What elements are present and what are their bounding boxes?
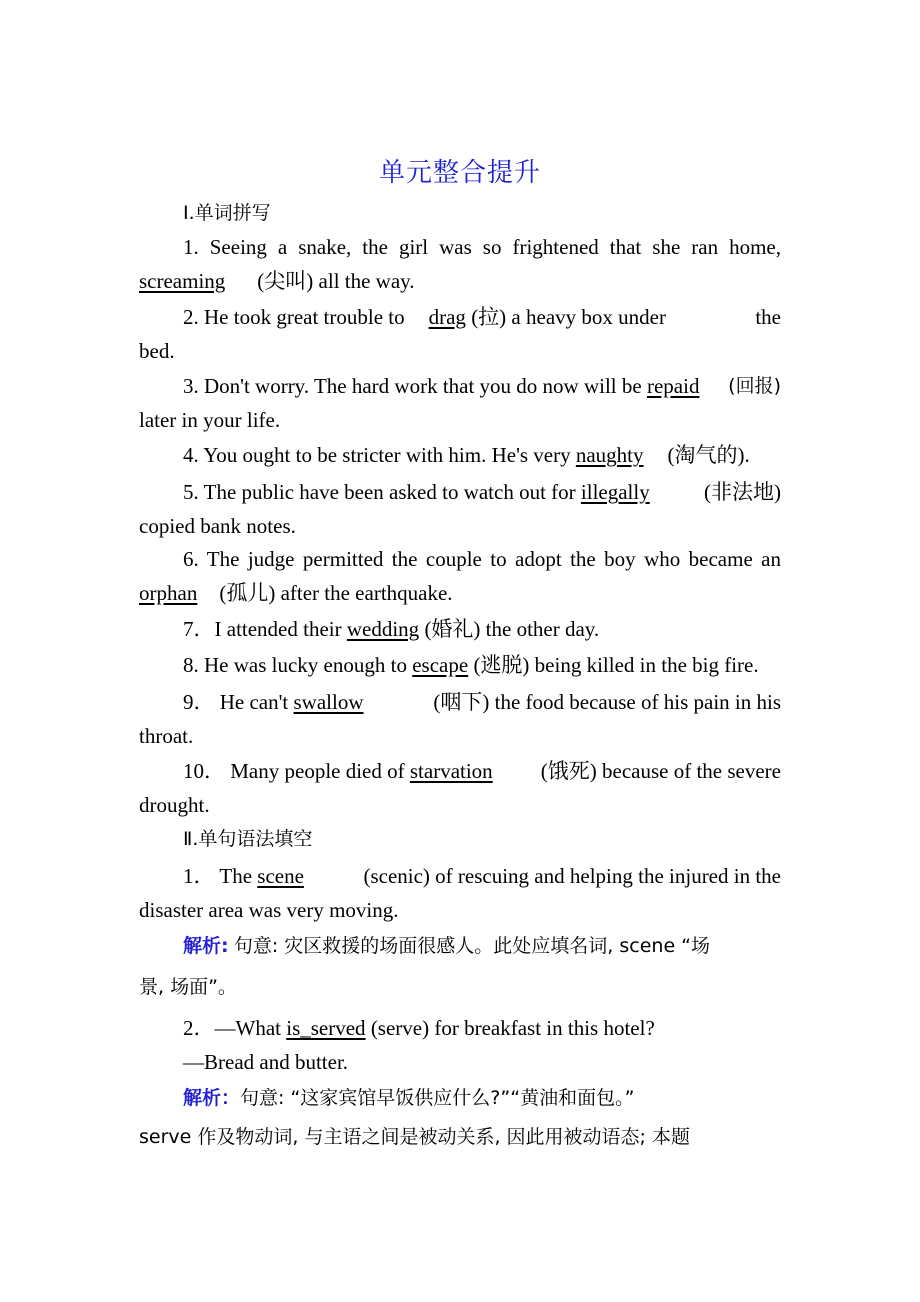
g1-line1: 1． The scene (scenic) of rescuing and helping the injured in the xyxy=(183,864,781,888)
q10-line2: drought. xyxy=(139,793,210,817)
answer-orphan: orphan xyxy=(139,581,198,605)
explanation-label: 解析： xyxy=(183,1087,241,1109)
answer-drag: drag xyxy=(428,305,466,329)
answer-screaming: screaming xyxy=(139,269,226,293)
answer-is-served: is_served xyxy=(286,1016,366,1040)
q5-line2: copied bank notes. xyxy=(139,514,296,538)
q1-line2: screaming (尖叫) all the way. xyxy=(139,269,415,293)
answer-naughty: naughty xyxy=(575,443,644,467)
q1-line1: 1. Seeing a snake, the girl was so frightened that she ran home, xyxy=(183,235,781,259)
q10-line1: 10． Many people died of starvation (饿死) because of the severe xyxy=(183,759,781,783)
q2-line2: bed. xyxy=(139,339,175,363)
g1-explanation-line1: 解析: 句意: 灾区救援的场面很感人。此处应填名词, scene “场 xyxy=(183,935,711,957)
g2-line1: 2．—What is_served (serve) for breakfast in this hotel? xyxy=(183,1016,655,1040)
q7-line: 7．I attended their wedding (婚礼) the other day. xyxy=(183,617,600,641)
answer-illegally: illegally xyxy=(580,480,650,504)
g1-explanation-line2: 景, 场面”。 xyxy=(139,976,237,998)
g2-line2: —Bread and butter. xyxy=(183,1050,349,1074)
section-2-heading: Ⅱ.单句语法填空 xyxy=(183,828,313,850)
g2-explanation-line1: 解析：句意: “这家宾馆早饭供应什么?”“黄油和面包。” xyxy=(183,1087,635,1109)
q9-line2: throat. xyxy=(139,724,194,748)
answer-starvation: starvation xyxy=(409,759,493,783)
g2-explanation-line2: serve 作及物动词, 与主语之间是被动关系, 因此用被动语态; 本题 xyxy=(139,1126,690,1148)
q3-line1: 3. Don't worry. The hard work that you do now will be repaid (回报) xyxy=(183,374,781,398)
answer-wedding: wedding xyxy=(346,617,420,641)
q3-line2: later in your life. xyxy=(139,408,281,432)
explanation-label: 解析: xyxy=(183,935,229,957)
answer-swallow: swallow xyxy=(293,690,364,714)
page-title: 单元整合提升 xyxy=(378,158,541,187)
g1-line2: disaster area was very moving. xyxy=(139,898,399,922)
q9-line1: 9． He can't swallow (咽下) the food because of his pain in his xyxy=(183,690,781,714)
q4-line: 4. You ought to be stricter with him. He's very naughty (淘气的). xyxy=(183,443,750,467)
q8-line: 8. He was lucky enough to escape (逃脱) being killed in the big fire. xyxy=(183,653,759,677)
q6-line2: orphan (孤儿) after the earthquake. xyxy=(139,581,453,605)
section-1-heading: Ⅰ.单词拼写 xyxy=(183,202,271,224)
q6-line1: 6. The judge permitted the couple to adopt the boy who became an xyxy=(183,547,781,571)
answer-escape: escape xyxy=(412,653,469,677)
q5-line1: 5. The public have been asked to watch out for illegally (非法地) xyxy=(183,480,781,504)
answer-repaid: repaid xyxy=(646,374,700,398)
q2-line1: 2. He took great trouble to drag (拉) a heavy box under the xyxy=(183,305,781,329)
answer-scene: scene xyxy=(257,864,304,888)
